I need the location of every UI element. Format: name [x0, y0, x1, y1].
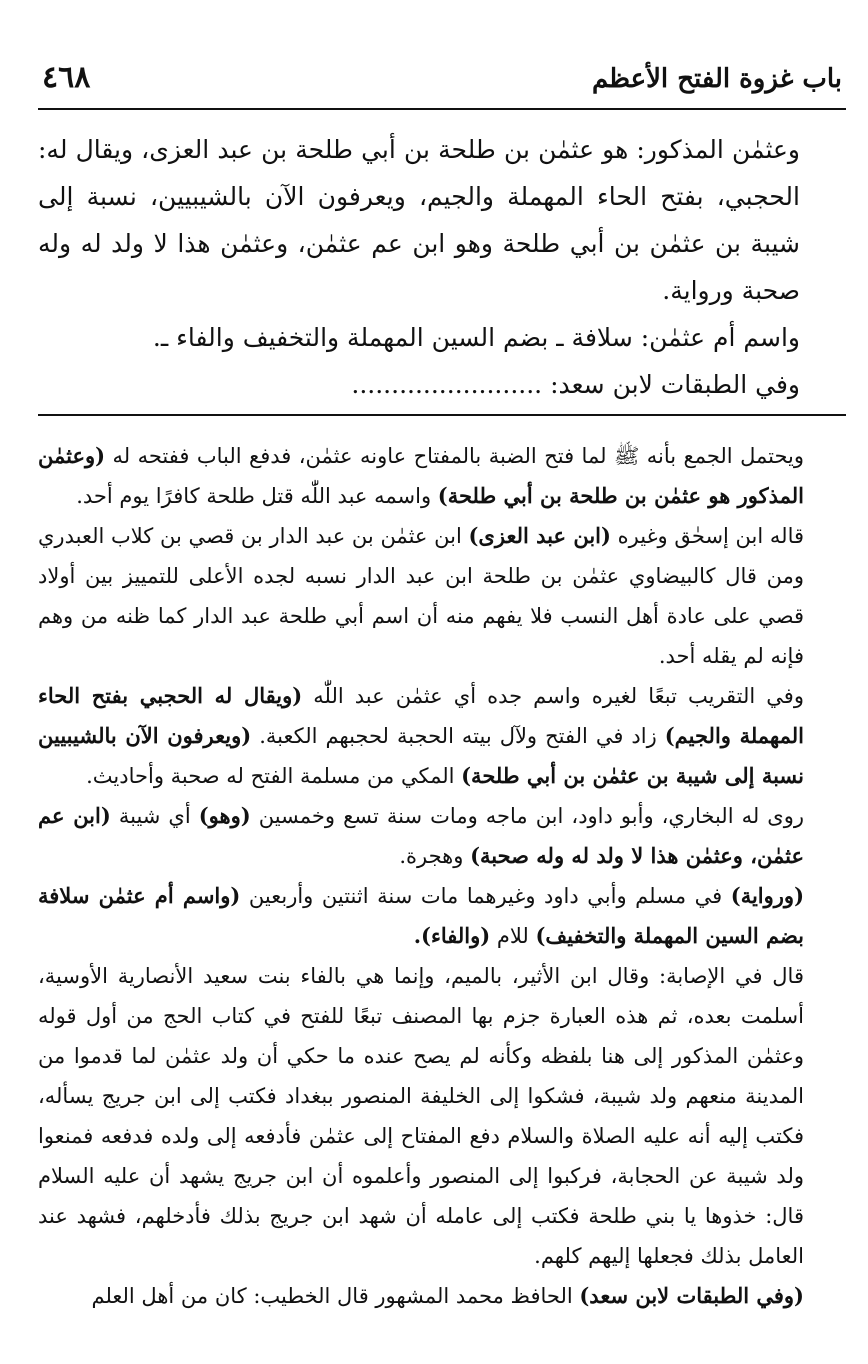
commentary-text: واسمه عبد اللّٰه قتل طلحة كافرًا يوم أحد.: [76, 484, 438, 508]
commentary-text: روى له البخاري، وأبو داود، ابن ماجه ومات سنة تسع وخمسين: [250, 804, 804, 828]
quoted-matn: (ابن عبد العزى): [468, 523, 611, 548]
main-text: [38, 126, 846, 408]
commentary-text: قال في الإصابة: وقال ابن الأثير، بالميم، وإنما هي بالفاء بنت سعيد الأنصارية الأوسية، أسلمت بعده، ثم هذه العبارة جزم بها المصنف تبعًا للفتح في كتاب الحج من أول قوله وعثمٰن المذكور إلى هنا بلفظه وكأنه لم يصح عنده ما حكي أن ولد عثمٰن لما قدموا من المدينة منعهم ولد شيبة، فشكوا إلى الخليفة المنصور ببغداد فكتب إلى ابن جريج يسأله، فكتب إليه أنه عليه الصلاة والسلام دفع المفتاح إلى عثمٰن فأدفعه إلى ولده فدفعه فمنعوا ولد شيبة عن الحجابة، فركبوا إلى المنصور وأعلموه أن ابن جريج يشهد أن عليه السلام قال: خذوها يا بني طلحة فكتب إلى عامله أن شهد ابن جريج بذلك فأدخلهم، فشهد عند العامل بذلك فجعلها إليهم كلهم.: [38, 964, 804, 1268]
commentary-text: وفي التقريب تبعًا لغيره واسم جده أي عثمٰن عبد اللّٰه: [302, 684, 804, 708]
quoted-matn: (وفي الطبقات لابن سعد): [579, 1283, 804, 1308]
quoted-matn: (ابن عم عثمٰن، وعثمٰن هذا لا ولد له وله صحبة): [38, 803, 804, 868]
main-text-fragment: وفي الطبقات لابن سعد:: [550, 370, 800, 399]
commentary-text: ابن عثمٰن بن عبد الدار بن قصي بن كلاب العبدري ومن قال كالبيضاوي عثمٰن بن طلحة ابن عبد الدار نسبه لجده الأعلى للتمييز بين أولاد قصي على عادة أهل النسب فلا يفهم منه أن اسم أبي طلحة عبد الدار كما ظنه من وهم فإنه لم يقله أحد.: [38, 524, 804, 668]
quoted-matn: (والفاء).: [413, 923, 491, 948]
quoted-matn: (ورواية): [730, 883, 804, 908]
commentary-paragraph: [38, 956, 846, 1276]
commentary-text: المكي من مسلمة الفتح له صحبة وأحاديث.: [86, 764, 462, 788]
commentary-text: قاله ابن إسحٰق وغيره: [610, 524, 805, 548]
header-rule: [38, 108, 846, 110]
ellipsis-dots: ........................: [351, 370, 543, 399]
commentary-paragraph: [38, 876, 846, 956]
commentary-text: الحافظ محمد المشهور قال الخطيب: كان من أهل العلم: [91, 1284, 580, 1308]
commentary-text: زاد في الفتح ولآل بيته الحجبة لحجبهم الكعبة.: [251, 724, 665, 748]
main-text-paragraph: وعثمٰن المذكور: هو عثمٰن بن طلحة بن أبي طلحة بن عبد العزى، ويقال له: الحجبي، بفتح الحاء المهملة والجيم، ويعرفون الآن بالشيبيين، نسبة إلى شيبة بن عثمٰن بن أبي طلحة وهو ابن عم عثمٰن، وعثمٰن هذا لا ولد له وله صحبة ورواية.: [38, 135, 800, 305]
commentary-paragraph: [38, 796, 846, 876]
commentary-text: وهجرة.: [399, 844, 471, 868]
page-header: [38, 60, 846, 108]
commentary: [38, 436, 846, 1316]
quoted-matn: (واسم أم عثمٰن سلافة بضم السين المهملة والتخفيف): [38, 883, 804, 948]
commentary-paragraph: [38, 516, 846, 676]
commentary-paragraph: [38, 436, 846, 516]
page-number: ٤٦٨: [42, 60, 91, 95]
book-page: [38, 60, 846, 1316]
commentary-text: للام: [490, 924, 536, 948]
quoted-matn: (ويقال له الحجبي بفتح الحاء المهملة والجيم): [38, 683, 804, 748]
commentary-text: في مسلم وأبي داود وغيرهما مات سنة اثنتين وأربعين: [240, 884, 731, 908]
commentary-paragraph: [38, 1276, 846, 1316]
commentary-paragraph: [38, 676, 846, 796]
commentary-separator: [38, 414, 846, 416]
quoted-matn: (وعثمٰن المذكور هو عثمٰن بن طلحة بن أبي طلحة): [38, 443, 804, 508]
quoted-matn: (ويعرفون الآن بالشيبيين نسبة إلى شيبة بن عثمٰن بن أبي طلحة): [38, 723, 804, 788]
commentary-text: ويحتمل الجمع بأنه ﷺ لما فتح الضبة بالمفتاح عاونه عثمٰن، فدفع الباب ففتحه له: [105, 444, 804, 468]
quoted-matn: (وهو): [198, 803, 251, 828]
commentary-text: أي شيبة: [110, 804, 199, 828]
main-text-paragraph: واسم أم عثمٰن: سلافة ـ بضم السين المهملة والتخفيف والفاء ـ.: [152, 323, 800, 352]
running-title: باب غزوة الفتح الأعظم: [591, 64, 842, 94]
main-text-paragraph: [38, 361, 846, 408]
